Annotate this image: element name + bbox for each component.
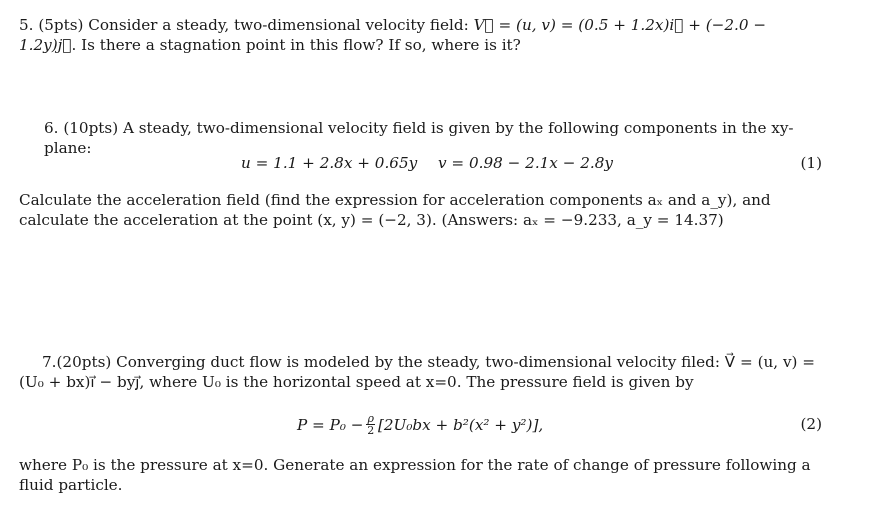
equation-2-lhs: P = P₀ − [297, 415, 364, 434]
problem-6-lead: 6. (10pts) A steady, two-dimensional velocity field is given by the following components in the xy-plane: [44, 119, 794, 157]
problem-5-lead: 5. (5pts) Consider a steady, two-dimensional velocity field: [19, 16, 474, 34]
equation-2 [297, 413, 543, 436]
equation-2-fraction-numerator: ρ [367, 412, 374, 425]
problem-5 [19, 16, 825, 55]
equation-1-u: u = 1.1 + 2.8x + 0.65y [241, 154, 418, 172]
equation-2-fraction-denominator: 2 [367, 424, 375, 437]
equation-2-rhs: [2U₀bx + b²(x² + y²)], [377, 415, 544, 434]
equation-1-number: (1) [800, 154, 822, 172]
equation-1-v: v = 0.98 − 2.1x − 2.8y [438, 154, 613, 172]
problem-7-body: where P₀ is the pressure at x=0. Generate an expression for the rate of change of pressure following a fluid particle. [19, 456, 811, 494]
equation-2-fraction [366, 413, 374, 436]
problem-7-lead: 7.(20pts) Converging duct flow is modeled by the steady, two-dimensional velocity filed: V⃗ = (u, v) = (U₀ + bx)i⃗ − byj⃗, where U₀ is the horizontal speed at x=0. The pressure field is given by [19, 353, 815, 391]
equation-2-number: (2) [800, 415, 822, 433]
problem-5-velocity: V⃗ = (u, v) = (0.5 + 1.2x)i⃗ + (−2.0 − 1.2y)j⃗ [19, 16, 767, 54]
problem-6-body: Calculate the acceleration field (find the expression for acceleration components aₓ and a_y), and calculate the acceleration at the point (x, y) = (−2, 3). (Answers: aₓ = −9.233, a_y = 14.37) [19, 191, 771, 229]
problem-5-question: . Is there a stagnation point in this flow? If so, where is it? [71, 35, 521, 54]
